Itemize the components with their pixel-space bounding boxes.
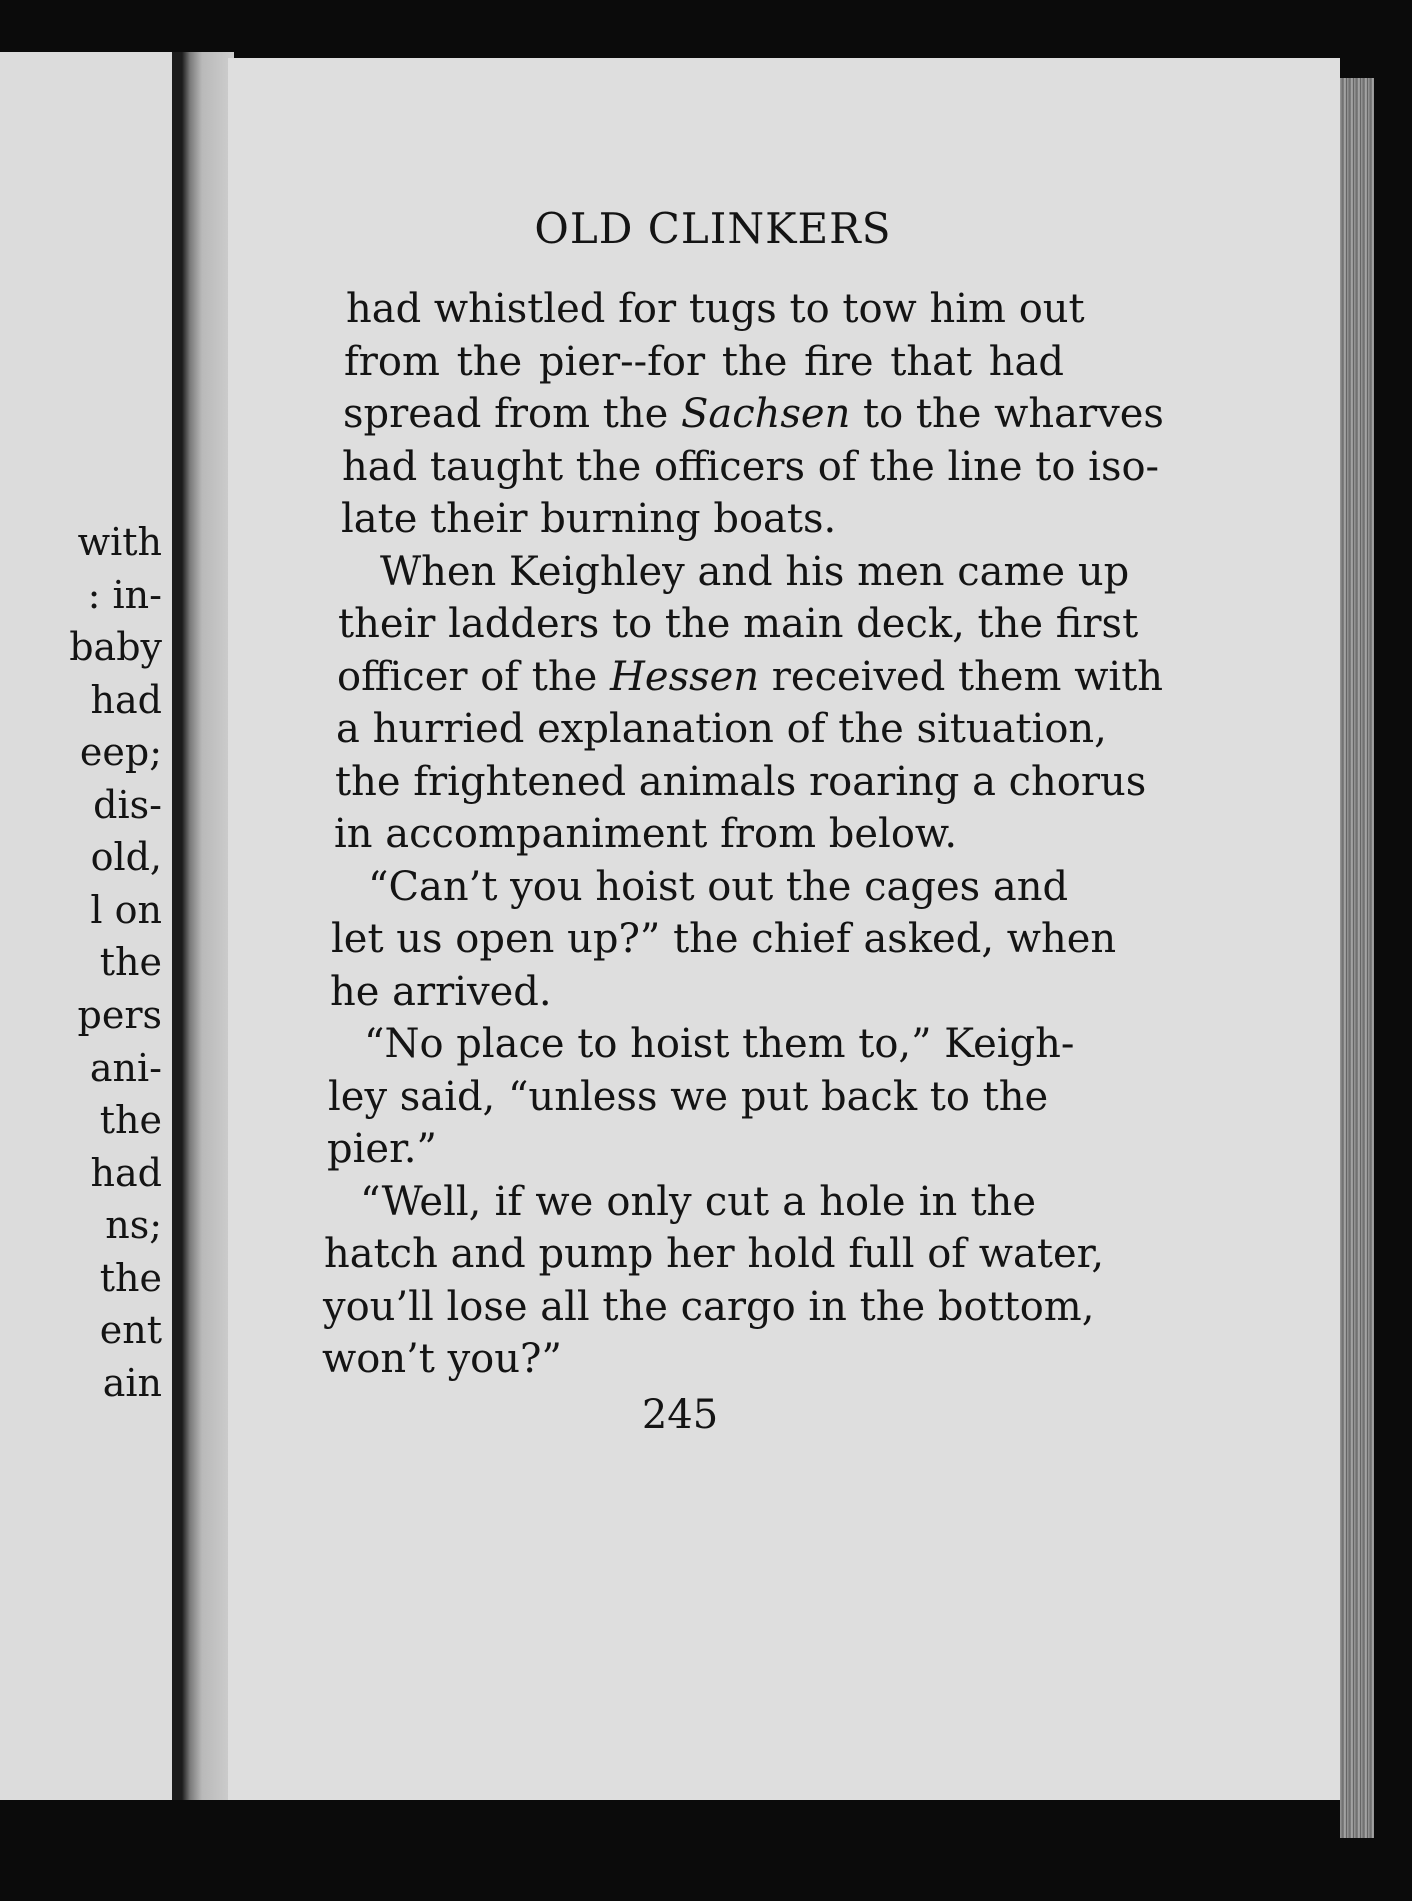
ship-name: Hessen	[610, 654, 760, 700]
text-line: from the pier--for the fire that had	[344, 339, 1064, 385]
text-line: their ladders to the main deck, the first	[338, 601, 1139, 647]
running-head: OLD CLINKERS	[534, 204, 892, 253]
page-number: 245	[641, 1392, 719, 1438]
text-line: When Keighley and his men came up	[380, 549, 1130, 595]
left-line: baby	[69, 625, 162, 669]
text-line: ley said, “unless we put back to the	[328, 1074, 1049, 1120]
text-line: pier.”	[327, 1126, 437, 1172]
left-line: with	[77, 520, 162, 564]
text-line: in accompaniment from below.	[334, 811, 958, 857]
text-span: received them with	[759, 654, 1164, 700]
text-line	[337, 651, 1164, 703]
page-edge	[1340, 78, 1374, 1838]
text-span: to the wharves	[850, 391, 1164, 437]
left-line: had	[90, 678, 162, 722]
text-line: late their burning boats.	[341, 496, 837, 542]
left-line: pers	[77, 993, 162, 1037]
left-line: had	[90, 1151, 162, 1195]
book-gutter	[172, 52, 234, 1800]
text-line: a hurried explanation of the situation,	[336, 706, 1107, 752]
text-line: hatch and pump her hold full of water,	[324, 1231, 1105, 1277]
text-line: “No place to hoist them to,” Keigh-	[364, 1021, 1075, 1067]
text-line	[343, 388, 1164, 440]
text-line: you’ll lose all the cargo in the bottom,	[323, 1284, 1095, 1330]
text-line: had whistled for tugs to tow him out	[346, 286, 1085, 332]
left-line: ani-	[89, 1046, 162, 1090]
left-line: ent	[99, 1308, 162, 1352]
text-line: “Well, if we only cut a hole in the	[360, 1179, 1036, 1225]
left-page	[0, 52, 172, 1800]
text-span: spread from the	[343, 391, 681, 437]
text-line: the frightened animals roaring a chorus	[335, 759, 1147, 805]
text-line: won’t you?”	[322, 1336, 562, 1382]
text-line: let us open up?” the chief asked, when	[331, 916, 1117, 962]
text-line: he arrived.	[330, 969, 552, 1015]
left-line: the	[99, 1256, 162, 1300]
left-line: eep;	[79, 730, 162, 774]
left-line: : in-	[87, 573, 162, 617]
text-line: had taught the officers of the line to iso-	[342, 444, 1160, 490]
left-line: l on	[90, 888, 162, 932]
ship-name: Sachsen	[680, 391, 851, 437]
left-line: old,	[90, 835, 162, 879]
left-line: the	[99, 940, 162, 984]
left-line: the	[99, 1098, 162, 1142]
left-line: dis-	[93, 783, 162, 827]
text-line: “Can’t you hoist out the cages and	[368, 864, 1069, 910]
left-line: ns;	[105, 1203, 162, 1247]
left-line: ain	[102, 1361, 162, 1405]
text-span: officer of the	[337, 654, 611, 700]
